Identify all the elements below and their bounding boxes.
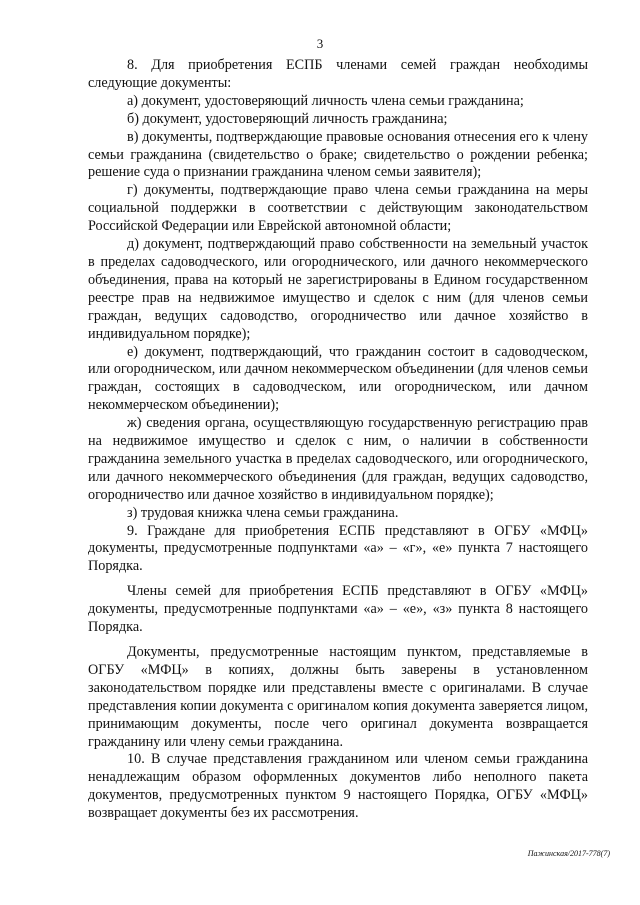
paragraph-8-b: б) документ, удостоверяющий личность гражданина; [127, 110, 448, 127]
paragraph-8-zh: ж) сведения органа, осуществляющую государственную регистрацию прав на недвижимое имущество и сделок с ним, о наличии в собственности гражданина земельного участка в пределах садоводческого, или огороднического, или дачного некоммерческого объединения (для граждан, ведущих садоводство, огородничество или дачное хозяйство в индивидуальном порядке); [88, 415, 588, 503]
paragraph-10: 10. В случае представления гражданином или членом семьи гражданина ненадлежащим образом оформленных документов либо неполного пакета документов, предусмотренных пунктом 9 настоящего Порядка, ОГБУ «МФЦ» возвращает документы без их рассмотрения. [88, 751, 588, 822]
document-footer-code: Пажинская/2017-778(7) [527, 849, 610, 858]
paragraph-8-v: в) документы, подтверждающие правовые основания отнесения его к члену семьи гражданина (свидетельство о браке; свидетельство о рождении ребенка; решение суда о признании гражданина членом семьи заявителя); [88, 128, 588, 181]
paragraph-9-copies: Документы, предусмотренные настоящим пунктом, представляемые в ОГБУ «МФЦ» в копиях, должны быть заверены в установленном законодательством порядке или представлены вместе с оригиналами. В случае представления копии документа с оригиналом копия документа заверяется лицом, принимающим документы, после чего оригинал документа возвращается гражданину или члену семьи гражданина. [88, 644, 588, 750]
paragraph-8-g: г) документы, подтверждающие право члена семьи гражданина на меры социальной поддержки в соответствии с действующим законодательством Российской Федерации или Еврейской автономной области; [88, 182, 588, 235]
paragraph-8-d: д) документ, подтверждающий право собственности на земельный участок в пределах садоводческого, или огороднического, или дачного некоммерческого объединения, права на который не зарегистрированы в Едином государственном реестре прав на недвижимое имущество и сделок с ним (для членов семьи граждан, ведущих садоводство, огородничество или дачное хозяйство в индивидуальном порядке); [88, 236, 588, 342]
document-body [88, 57, 588, 823]
paragraph-9: 9. Граждане для приобретения ЕСПБ представляют в ОГБУ «МФЦ» документы, предусмотренные подпунктами «а» – «г», «е» пункта 7 настоящего Порядка. [88, 522, 588, 575]
page-number: 3 [316, 36, 324, 51]
paragraph-8-z: з) трудовая книжка члена семьи гражданина. [127, 504, 399, 521]
paragraph-8-a: а) документ, удостоверяющий личность члена семьи гражданина; [127, 92, 524, 109]
paragraph-8-e: е) документ, подтверждающий, что гражданин состоит в садоводческом, или огородническом, или дачном некоммерческом объединении (для членов семьи граждан, состоящих в садоводческом, или огородническом, или дачном некоммерческом объединении); [88, 343, 588, 414]
paragraph-8-intro: 8. Для приобретения ЕСПБ членами семей граждан необходимы следующие документы: [88, 57, 588, 91]
paragraph-9-family: Члены семей для приобретения ЕСПБ представляют в ОГБУ «МФЦ» документы, предусмотренные подпунктами «а» – «е», «з» пункта 8 настоящего Порядка. [88, 583, 588, 636]
